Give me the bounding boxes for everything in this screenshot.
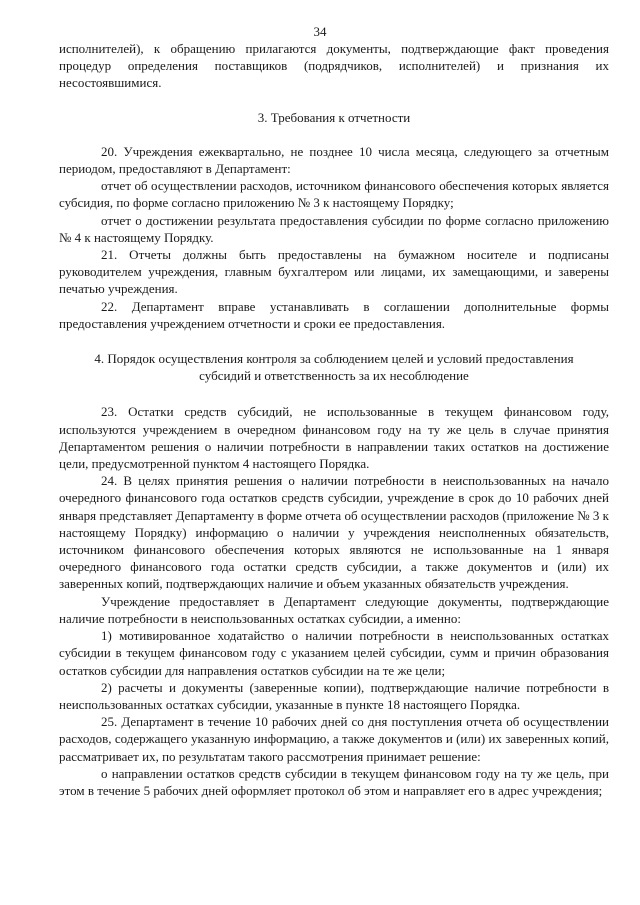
paragraph-20-item-expense-report: отчет об осуществлении расходов, источником финансового обеспечения которых является субсидия, по форме согласно приложению № 3 к настоящему Порядку; — [59, 178, 609, 211]
section-4-heading-line-2: субсидий и ответственность за их несоблюдение — [199, 368, 469, 384]
section-3-heading: 3. Требования к отчетности — [257, 109, 411, 125]
paragraph-20: 20. Учреждения ежеквартально, не позднее 10 числа месяца, следующего за отчетным периодом, предоставляют в Департамент: — [59, 143, 609, 177]
paragraph-documents-intro: Учреждение предоставляет в Департамент следующие документы, подтверждающие наличие потребности в неиспользованных остатках субсидии, а именно: — [59, 593, 609, 626]
paragraph-23: 23. Остатки средств субсидий, не использованные в текущем финансовом году, используются учреждением в очередном финансовом году на ту же цель в случае принятия Департаментом решения о наличии потребности в направлении таких остатков на достижение цели, предусмотренной пунктом 4 настоящего Порядка. — [59, 404, 609, 472]
section-4-heading-line-1: 4. Порядок осуществления контроля за соблюдением целей и условий предоставления — [94, 351, 574, 367]
paragraph-list-item-1: 1) мотивированное ходатайство о наличии потребности в неиспользованных остатках субсидии в текущем финансовом году с указанием целей субсидии, сумм и причин образования остатков субсидии для направления остатков субсидии на те же цели; — [59, 628, 609, 678]
page-number: 34 — [313, 24, 327, 39]
paragraph-25: 25. Департамент в течение 10 рабочих дней со дня поступления отчета об осуществлении расходов, содержащего указанную информацию, а также документов и (или) их заверенных копий, рассматривает их, по результатам такого рассмотрения принимает решение: — [59, 714, 609, 764]
page-content — [59, 40, 609, 799]
paragraph-25-decision: о направлении остатков средств субсидии в текущем финансовом году на ту же цель, при этом в течение 5 рабочих дней оформляет протокол об этом и направляет его в адрес учреждения; — [59, 765, 609, 798]
paragraph-24: 24. В целях принятия решения о наличии потребности в неиспользованных на начало очередного финансового года остатков средств субсидии, учреждение в срок до 10 рабочих дней января представляет Департаменту в форме отчета об осуществлении расходов (приложение № 3 к настоящему Порядку) информацию о наличии у учреждения неисполненных обязательств, источником финансового обеспечения которых являются не использованные на 1 января очередного финансового года остатки средств субсидии, а также документов и (или) их заверенных копий, подтверждающих наличие и объем указанных обязательств учреждения. — [59, 473, 609, 592]
paragraph-21: 21. Отчеты должны быть предоставлены на бумажном носителе и подписаны руководителем учреждения, главным бухгалтером или лицами, их замещающими, и заверены печатью учреждения. — [59, 247, 609, 297]
paragraph-list-item-2: 2) расчеты и документы (заверенные копии), подтверждающие наличие потребности в неиспользованных остатках субсидии, указанные в пункте 18 настоящего Порядка. — [59, 679, 609, 712]
paragraph-22: 22. Департамент вправе устанавливать в соглашении дополнительные формы предоставления учреждением отчетности и сроки ее предоставления. — [59, 298, 609, 331]
paragraph-continuation: исполнителей), к обращению прилагаются документы, подтверждающие факт проведения процедур определения поставщиков (подрядчиков, исполнителей) и признания их несостоявшимися. — [59, 41, 609, 91]
paragraph-20-item-result-report: отчет о достижении результата предоставления субсидии по форме согласно приложению № 4 к настоящему Порядку. — [59, 212, 609, 245]
